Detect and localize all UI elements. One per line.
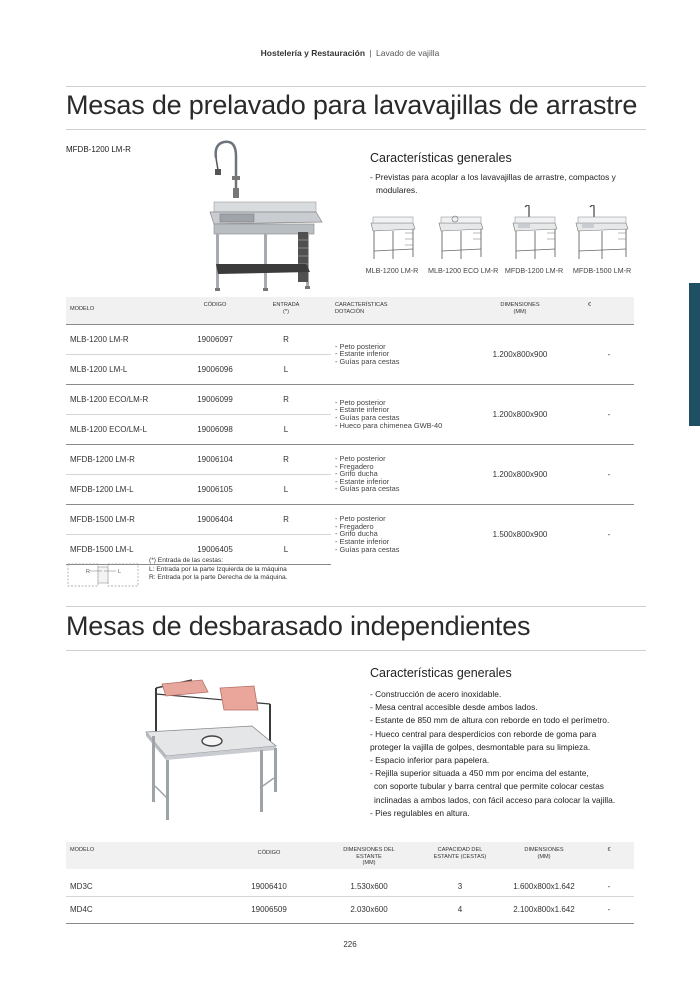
cell-codigo: 19006404 (189, 504, 241, 534)
characteristics-item: - Espacio inferior para papelera. (370, 755, 490, 766)
header-section: Lavado de vajilla (376, 48, 440, 58)
characteristics-item: proteger la vajilla de golpes, desmontable para su limpieza. (370, 741, 591, 752)
cell-dimensiones: 1.600x800x1.642 (504, 869, 584, 896)
cell-codigo: 19006099 (189, 384, 241, 414)
cell-precio: - (584, 896, 634, 923)
characteristics-item: inclinadas a ambos lados, con fácil acceso para colocar la vajilla. (374, 794, 616, 805)
col-header-codigo: CÓDIGO (189, 297, 241, 324)
cell-dimensiones: 1.200x800x900 (456, 384, 584, 444)
thumbnail-caption: MLB-1200 ECO LM-R (428, 266, 499, 275)
cell-precio: - (584, 384, 634, 444)
diagram-label-r: R (86, 569, 90, 575)
cell-codigo: 19006509 (216, 896, 322, 923)
cell-codigo: 19006097 (189, 324, 241, 354)
cell-dimensiones: 1.200x800x900 (456, 324, 584, 384)
cell-features: - Peto posterior - Fregadero - Grifo ducha - Estante inferior - Guías para cestas (331, 504, 456, 564)
cell-modelo: MLB-1200 LM-R (66, 324, 189, 354)
col-header-precio: € (584, 842, 634, 869)
cell-entrada: L (241, 534, 331, 564)
cell-codigo: 19006098 (189, 414, 241, 444)
cell-features: - Peto posterior - Estante inferior - Guías para cestas - Hueco para chimenea GWB-40 (331, 384, 456, 444)
cell-dimensiones: 1.200x800x900 (456, 444, 584, 504)
bussing-tables-table (66, 842, 634, 924)
thumbnail (502, 205, 566, 275)
cell-precio: - (584, 869, 634, 896)
page-header (0, 48, 700, 58)
cell-modelo: MFDB-1500 LM-R (66, 504, 189, 534)
product-label: MFDB-1200 LM-R (66, 145, 131, 154)
cell-precio: - (584, 444, 634, 504)
characteristics-item: - Mesa central accesible desde ambos lados. (370, 702, 538, 713)
thumbnail-caption: MFDB-1200 LM-R (504, 266, 564, 275)
characteristics-heading: Características generales (370, 151, 512, 165)
col-header-modelo: MODELO (66, 297, 189, 324)
cell-codigo: 19006096 (189, 354, 241, 384)
header-category: Hostelería y Restauración (260, 48, 366, 58)
characteristics-item: modulares. (376, 185, 418, 196)
cell-codigo: 19006104 (189, 444, 241, 474)
cell-entrada: L (241, 354, 331, 384)
cell-capacidad: 4 (416, 896, 504, 923)
model-thumbnails (360, 205, 640, 285)
footnote-line: L: Entrada por la parte Izquierda de la máquina (149, 565, 287, 573)
header-separator: | (369, 48, 372, 58)
cell-precio: - (584, 324, 634, 384)
cell-modelo: MFDB-1200 LM-R (66, 444, 189, 474)
footnote (66, 557, 326, 591)
cell-dimensiones: 2.100x800x1.642 (504, 896, 584, 923)
cell-entrada: R (241, 504, 331, 534)
table-row (66, 896, 634, 923)
table-row (66, 444, 634, 474)
characteristics-list (370, 688, 645, 820)
table-thumbnail-image (435, 205, 485, 263)
characteristics-item: - Pies regulables en altura. (370, 807, 470, 818)
cell-precio: - (584, 504, 634, 564)
col-header-capacidad: CAPACIDAD DEL ESTANTE (CESTAS) (416, 842, 504, 869)
cell-entrada: L (241, 474, 331, 504)
cell-entrada: R (241, 444, 331, 474)
table-row (66, 869, 634, 896)
thumbnail (360, 205, 424, 275)
cell-codigo: 19006410 (216, 869, 322, 896)
cell-modelo: MD3C (66, 869, 216, 896)
table-thumbnail-image (367, 205, 417, 263)
cell-codigo: 19006405 (189, 534, 241, 564)
cell-entrada: L (241, 414, 331, 444)
col-header-caracteristicas: CARACTERÍSTICAS DOTACIÓN (331, 297, 456, 324)
cell-capacidad: 3 (416, 869, 504, 896)
cell-dim-estante: 2.030x600 (322, 896, 416, 923)
cell-modelo: MLB-1200 LM-L (66, 354, 189, 384)
prewash-tables-table (66, 297, 634, 565)
divider (66, 86, 646, 87)
cell-dim-estante: 1.530x600 (322, 869, 416, 896)
characteristics-item: - Estante de 850 mm de altura con reborde en todo el perímetro. (370, 715, 610, 726)
table-row (66, 324, 634, 354)
thumbnail-caption: MFDB-1500 LM-R (572, 266, 632, 275)
col-header-dim-estante: DIMENSIONES DEL ESTANTE (MM) (322, 842, 416, 869)
col-header-dimensiones: DIMENSIONES (MM) (504, 842, 584, 869)
thumbnail (570, 205, 634, 275)
basket-entry-diagram (66, 561, 142, 589)
characteristics-item: - Hueco central para desperdicios con reborde de goma para (370, 728, 597, 739)
section2-title: Mesas de desbarasado independientes (66, 611, 531, 641)
cell-entrada: R (241, 324, 331, 354)
table-thumbnail-image (509, 205, 559, 263)
col-header-modelo: MODELO (66, 842, 216, 869)
col-header-dimensiones: DIMENSIONES (MM) (456, 297, 584, 324)
characteristics-item: con soporte tubular y barra central que permite colocar cestas (374, 781, 604, 792)
cell-modelo: MFDB-1500 LM-L (66, 534, 189, 564)
section1-title: Mesas de prelavado para lavavajillas de arrastre (66, 90, 638, 120)
table-header-row (66, 842, 634, 869)
divider (66, 606, 646, 607)
cell-dimensiones: 1.500x800x900 (456, 504, 584, 564)
table-row (66, 504, 634, 534)
table-header-row (66, 297, 634, 324)
bussing-table-image (142, 674, 278, 824)
thumbnail (428, 205, 499, 275)
table-row (66, 384, 634, 414)
footnote-line: R: Entrada por la parte Derecha de la máquina. (149, 574, 288, 581)
diagram-label-l: L (118, 569, 122, 575)
section-tab-marker (689, 283, 700, 426)
thumbnail-caption: MLB-1200 LM-R (365, 266, 419, 275)
cell-codigo: 19006105 (189, 474, 241, 504)
cell-modelo: MLB-1200 ECO/LM-R (66, 384, 189, 414)
cell-features: - Peto posterior - Estante inferior - Guías para cestas (331, 324, 456, 384)
cell-modelo: MLB-1200 ECO/LM-L (66, 414, 189, 444)
cell-modelo: MFDB-1200 LM-L (66, 474, 189, 504)
footnote-line: (*) Entrada de las cestas: (149, 557, 224, 564)
cell-modelo: MD4C (66, 896, 216, 923)
divider (66, 650, 646, 651)
characteristics-item: - Previstas para acoplar a los lavavajillas de arrastre, compactos y (370, 172, 616, 182)
characteristics-heading: Características generales (370, 666, 512, 680)
cell-entrada: R (241, 384, 331, 414)
col-header-entrada: ENTRADA (*) (241, 297, 331, 324)
divider (66, 129, 646, 130)
characteristics-list (370, 171, 645, 197)
prewash-table-image (206, 136, 326, 296)
col-header-precio: € (584, 297, 634, 324)
characteristics-item: - Construcción de acero inoxidable. (370, 689, 502, 699)
page-number: 226 (343, 940, 357, 949)
characteristics-item: - Rejilla superior situada a 450 mm por encima del estante, (370, 768, 589, 779)
cell-features: - Peto posterior - Fregadero - Grifo ducha - Estante inferior - Guías para cestas (331, 444, 456, 504)
col-header-codigo: CÓDIGO (216, 842, 322, 869)
table-thumbnail-image (574, 205, 630, 263)
